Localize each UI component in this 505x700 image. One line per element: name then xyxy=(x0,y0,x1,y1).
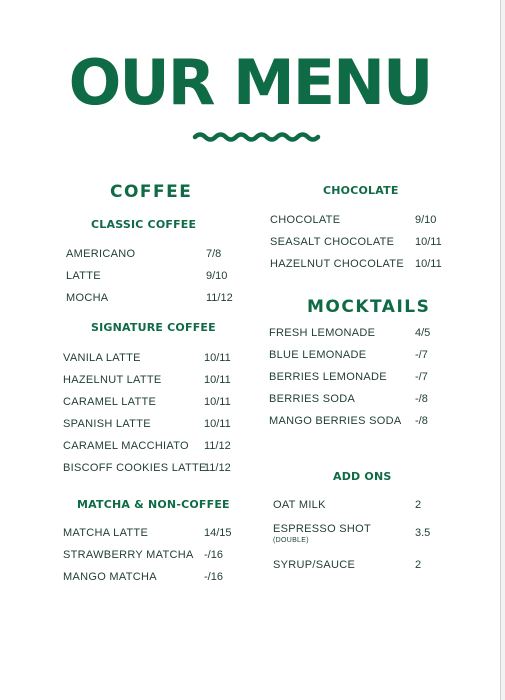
list-item xyxy=(66,292,233,304)
item-price: 11/12 xyxy=(204,462,231,474)
list-item xyxy=(269,349,428,361)
item-name: FRESH LEMONADE xyxy=(269,327,376,339)
item-name: LATTE xyxy=(66,270,101,282)
item-name: MANGO MATCHA xyxy=(63,571,157,583)
item-name: BISCOFF COOKIES LATTE xyxy=(63,462,207,474)
item-price: 10/11 xyxy=(204,352,231,364)
item-name: MANGO BERRIES SODA xyxy=(269,415,402,427)
list-item xyxy=(270,214,437,226)
menu-title: OUR MENU xyxy=(68,46,432,119)
list-item xyxy=(63,374,231,386)
item-name: ESPRESSO SHOT xyxy=(273,523,372,535)
list-item xyxy=(270,258,442,270)
item-note: (DOUBLE) xyxy=(273,537,309,545)
signature-coffee-heading: SIGNATURE COFFEE xyxy=(91,321,216,334)
item-price: -/8 xyxy=(415,393,428,405)
item-name: OAT MILK xyxy=(273,499,326,511)
item-price: 2 xyxy=(415,559,422,571)
list-item xyxy=(63,527,232,539)
item-price: -/8 xyxy=(415,415,428,427)
item-name: MATCHA LATTE xyxy=(63,527,149,539)
list-item xyxy=(269,393,428,405)
list-item xyxy=(66,248,222,260)
item-name: AMERICANO xyxy=(66,248,136,260)
item-name: SEASALT CHOCOLATE xyxy=(270,236,395,248)
list-item xyxy=(63,462,231,474)
add-ons-heading: ADD ONS xyxy=(333,470,392,483)
item-price: 14/15 xyxy=(204,527,232,539)
list-item xyxy=(63,418,231,430)
item-name: VANILA LATTE xyxy=(63,352,141,364)
matcha-heading: MATCHA & NON-COFFEE xyxy=(77,498,230,511)
item-price: 2 xyxy=(415,499,422,511)
list-item xyxy=(269,327,431,339)
item-name: HAZELNUT CHOCOLATE xyxy=(270,258,404,270)
item-price: 10/11 xyxy=(415,258,442,270)
wave-icon xyxy=(192,128,322,144)
item-price: -/16 xyxy=(204,571,223,583)
list-item xyxy=(273,499,422,511)
item-price: 10/11 xyxy=(204,396,231,408)
list-item xyxy=(269,415,428,427)
list-item xyxy=(273,523,431,545)
item-price: -/7 xyxy=(415,371,428,383)
list-item xyxy=(273,559,422,571)
item-price: 10/11 xyxy=(204,418,231,430)
item-price: 4/5 xyxy=(415,327,431,339)
item-name: MOCHA xyxy=(66,292,109,304)
item-name: CHOCOLATE xyxy=(270,214,341,226)
item-name: STRAWBERRY MATCHA xyxy=(63,549,194,561)
list-item xyxy=(63,571,223,583)
item-price: 11/12 xyxy=(206,292,233,304)
item-name: BERRIES SODA xyxy=(269,393,356,405)
item-price: 11/12 xyxy=(204,440,231,452)
item-name: SYRUP/SAUCE xyxy=(273,559,356,571)
mocktails-heading: MOCKTAILS xyxy=(307,297,431,317)
list-item xyxy=(270,236,442,248)
item-price: 9/10 xyxy=(415,214,437,226)
list-item xyxy=(63,440,231,452)
list-item xyxy=(269,371,428,383)
list-item xyxy=(66,270,228,282)
classic-coffee-heading: CLASSIC COFFEE xyxy=(91,218,197,231)
item-price: 3.5 xyxy=(415,527,431,539)
chocolate-heading: CHOCOLATE xyxy=(323,184,399,197)
item-name: CARAMEL MACCHIATO xyxy=(63,440,189,452)
item-price: 7/8 xyxy=(206,248,222,260)
list-item xyxy=(63,352,231,364)
coffee-heading: COFFEE xyxy=(110,182,193,202)
item-price: -/16 xyxy=(204,549,223,561)
item-name: HAZELNUT LATTE xyxy=(63,374,162,386)
list-item xyxy=(63,396,231,408)
item-price: 9/10 xyxy=(206,270,228,282)
item-name: BLUE LEMONADE xyxy=(269,349,367,361)
item-price: 10/11 xyxy=(415,236,442,248)
list-item xyxy=(63,549,223,561)
item-price: 10/11 xyxy=(204,374,231,386)
item-name: BERRIES LEMONADE xyxy=(269,371,387,383)
item-name: SPANISH LATTE xyxy=(63,418,151,430)
item-name: CARAMEL LATTE xyxy=(63,396,157,408)
item-price: -/7 xyxy=(415,349,428,361)
